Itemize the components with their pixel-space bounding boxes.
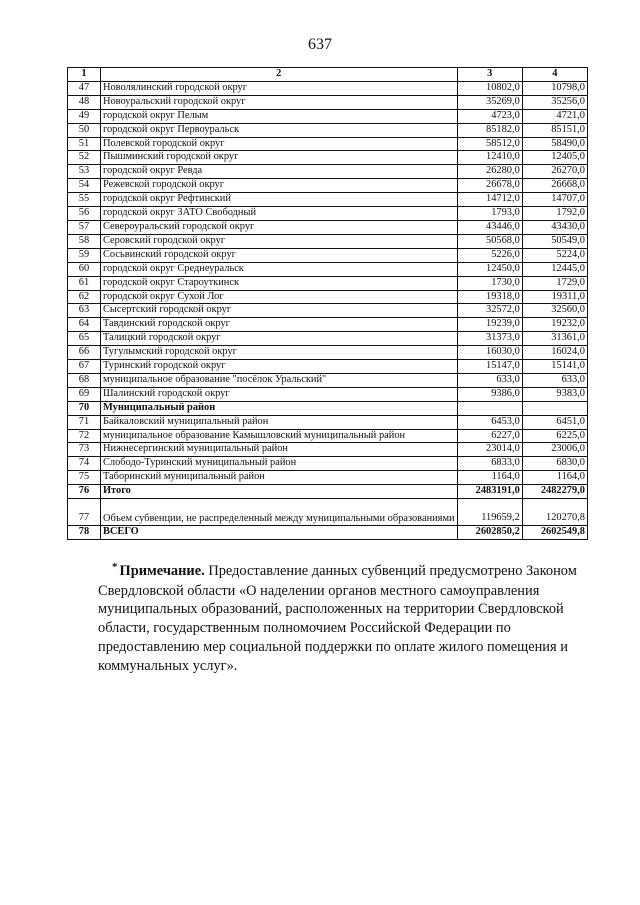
- row-value-4: 43430,0: [522, 220, 587, 234]
- row-value-3: 26280,0: [457, 165, 522, 179]
- row-value-3: 23014,0: [457, 443, 522, 457]
- row-value-3: 58512,0: [457, 137, 522, 151]
- row-value-3: 9386,0: [457, 387, 522, 401]
- table-row: [68, 499, 588, 526]
- table-row: [68, 262, 588, 276]
- row-name: Муниципальный район: [100, 401, 457, 415]
- table-row: [68, 193, 588, 207]
- row-value-3: 12410,0: [457, 151, 522, 165]
- row-value-4: 4721,0: [522, 109, 587, 123]
- table-row: [68, 276, 588, 290]
- row-value-3: 633,0: [457, 373, 522, 387]
- table-row: [68, 318, 588, 332]
- row-value-3: 5226,0: [457, 248, 522, 262]
- row-value-4: 19232,0: [522, 318, 587, 332]
- row-name: Тугулымский городской округ: [100, 346, 457, 360]
- row-value-4: 1729,0: [522, 276, 587, 290]
- row-number: 47: [68, 81, 101, 95]
- table-row: [68, 526, 588, 540]
- row-number: 51: [68, 137, 101, 151]
- column-header-number: 1: [68, 68, 101, 82]
- row-value-4: 35256,0: [522, 95, 587, 109]
- row-value-3: 35269,0: [457, 95, 522, 109]
- row-number: 78: [68, 526, 101, 540]
- row-name: ВСЕГО: [100, 526, 457, 540]
- table-row: [68, 151, 588, 165]
- table-row: [68, 220, 588, 234]
- row-name: Объем субвенции, не распределенный между муниципальными образованиями: [100, 499, 457, 526]
- row-value-3: 1793,0: [457, 207, 522, 221]
- row-number: 74: [68, 457, 101, 471]
- row-value-4: 1792,0: [522, 207, 587, 221]
- row-name: Итого: [100, 485, 457, 499]
- row-number: 55: [68, 193, 101, 207]
- row-value-4: 32560,0: [522, 304, 587, 318]
- row-value-3: 2602850,2: [457, 526, 522, 540]
- row-value-4: 6225,0: [522, 429, 587, 443]
- row-value-4: 15141,0: [522, 360, 587, 374]
- row-value-3: 1164,0: [457, 471, 522, 485]
- row-number: 50: [68, 123, 101, 137]
- row-number: 61: [68, 276, 101, 290]
- row-name: Режевской городской округ: [100, 179, 457, 193]
- row-name: городской округ Сухой Лог: [100, 290, 457, 304]
- row-number: 71: [68, 415, 101, 429]
- row-value-3: 4723,0: [457, 109, 522, 123]
- row-value-4: 9383,0: [522, 387, 587, 401]
- table-row: [68, 248, 588, 262]
- row-number: 52: [68, 151, 101, 165]
- row-value-3: 14712,0: [457, 193, 522, 207]
- row-number: 49: [68, 109, 101, 123]
- row-name: муниципальное образование "посёлок Уральский": [100, 373, 457, 387]
- row-name: Североуральский городской округ: [100, 220, 457, 234]
- row-name: городской округ Среднеуральск: [100, 262, 457, 276]
- table-row: [68, 471, 588, 485]
- row-value-3: 19239,0: [457, 318, 522, 332]
- table-row: [68, 360, 588, 374]
- table-row: [68, 373, 588, 387]
- row-value-4: 31361,0: [522, 332, 587, 346]
- row-value-4: 58490,0: [522, 137, 587, 151]
- row-number: 76: [68, 485, 101, 499]
- row-name: Новоуральский городской округ: [100, 95, 457, 109]
- table-row: [68, 234, 588, 248]
- note-title: Примечание.: [119, 563, 205, 579]
- table-row: [68, 123, 588, 137]
- footnote-marker: *: [112, 561, 118, 573]
- row-value-4: 85151,0: [522, 123, 587, 137]
- table-row: [68, 443, 588, 457]
- row-value-3: 31373,0: [457, 332, 522, 346]
- row-value-4: 50549,0: [522, 234, 587, 248]
- row-number: 59: [68, 248, 101, 262]
- table-row: [68, 401, 588, 415]
- column-header-name: 2: [100, 68, 457, 82]
- table-row: [68, 109, 588, 123]
- row-name: городской округ Пелым: [100, 109, 457, 123]
- row-number: 70: [68, 401, 101, 415]
- row-value-3: [457, 401, 522, 415]
- row-value-3: 1730,0: [457, 276, 522, 290]
- row-value-4: 6451,0: [522, 415, 587, 429]
- column-header-value-3: 3: [457, 68, 522, 82]
- row-value-4: 12445,0: [522, 262, 587, 276]
- row-name: Байкаловский муниципальный район: [100, 415, 457, 429]
- table-row: [68, 290, 588, 304]
- row-name: Таборинский муниципальный район: [100, 471, 457, 485]
- row-value-4: 19311,0: [522, 290, 587, 304]
- column-header-value-4: 4: [522, 68, 587, 82]
- table-body: [68, 81, 588, 539]
- row-number: 64: [68, 318, 101, 332]
- row-name: Новолялинский городской округ: [100, 81, 457, 95]
- row-number: 58: [68, 234, 101, 248]
- page-number: 637: [308, 36, 332, 53]
- row-value-4: 120270,8: [522, 499, 587, 526]
- row-value-4: 23006,0: [522, 443, 587, 457]
- row-value-3: 119659,2: [457, 499, 522, 526]
- row-value-4: 5224,0: [522, 248, 587, 262]
- row-number: 62: [68, 290, 101, 304]
- row-value-3: 50568,0: [457, 234, 522, 248]
- table-row: [68, 207, 588, 221]
- row-name: городской округ ЗАТО Свободный: [100, 207, 457, 221]
- row-number: 60: [68, 262, 101, 276]
- row-number: 75: [68, 471, 101, 485]
- row-value-3: 15147,0: [457, 360, 522, 374]
- table-row: [68, 165, 588, 179]
- row-number: 69: [68, 387, 101, 401]
- table-row: [68, 81, 588, 95]
- row-number: 57: [68, 220, 101, 234]
- note-paragraph: [98, 562, 590, 675]
- row-value-4: 1164,0: [522, 471, 587, 485]
- row-name: Слободо-Туринский муниципальный район: [100, 457, 457, 471]
- row-number: 65: [68, 332, 101, 346]
- row-value-3: 43446,0: [457, 220, 522, 234]
- row-value-3: 16030,0: [457, 346, 522, 360]
- subsidy-table: [67, 67, 588, 540]
- table-header-row: [68, 68, 588, 82]
- row-name: Тавдинский городской округ: [100, 318, 457, 332]
- row-name: Сысертский городской округ: [100, 304, 457, 318]
- row-value-3: 10802,0: [457, 81, 522, 95]
- row-name: Полевской городской округ: [100, 137, 457, 151]
- table-row: [68, 485, 588, 499]
- row-name: Талицкий городской округ: [100, 332, 457, 346]
- row-name: Нижнесергинский муниципальный район: [100, 443, 457, 457]
- row-value-3: 2483191,0: [457, 485, 522, 499]
- row-name: городской округ Первоуральск: [100, 123, 457, 137]
- table-row: [68, 346, 588, 360]
- note-block: [98, 562, 590, 675]
- row-value-4: 26668,0: [522, 179, 587, 193]
- row-value-4: 16024,0: [522, 346, 587, 360]
- row-number: 53: [68, 165, 101, 179]
- row-value-4: 2482279,0: [522, 485, 587, 499]
- row-value-3: 32572,0: [457, 304, 522, 318]
- row-number: 77: [68, 499, 101, 526]
- row-name: Шалинский городской округ: [100, 387, 457, 401]
- row-value-3: 19318,0: [457, 290, 522, 304]
- row-name: городской округ Староуткинск: [100, 276, 457, 290]
- table-row: [68, 387, 588, 401]
- row-number: 48: [68, 95, 101, 109]
- row-number: 67: [68, 360, 101, 374]
- row-number: 73: [68, 443, 101, 457]
- table-row: [68, 457, 588, 471]
- table-row: [68, 95, 588, 109]
- row-number: 66: [68, 346, 101, 360]
- row-value-4: [522, 401, 587, 415]
- row-number: 68: [68, 373, 101, 387]
- table-row: [68, 415, 588, 429]
- row-number: 54: [68, 179, 101, 193]
- row-value-4: 10798,0: [522, 81, 587, 95]
- row-number: 63: [68, 304, 101, 318]
- row-name: Сосьвинский городской округ: [100, 248, 457, 262]
- row-value-3: 12450,0: [457, 262, 522, 276]
- row-value-3: 6453,0: [457, 415, 522, 429]
- row-value-3: 6833,0: [457, 457, 522, 471]
- row-name: муниципальное образование Камышловский муниципальный район: [100, 429, 457, 443]
- table-row: [68, 429, 588, 443]
- note-text: Предоставление данных субвенций предусмотрено Законом Свердловской области «О наделении органов местного самоуправления муниципальных образований, расположенных на территории Свердловской области, государственным полномочием Российской Федерации по предоставлению мер социальной поддержки по оплате жилого помещения и коммунальных услуг».: [98, 563, 577, 674]
- row-value-4: 2602549,8: [522, 526, 587, 540]
- row-value-4: 12405,0: [522, 151, 587, 165]
- table-row: [68, 179, 588, 193]
- table-row: [68, 332, 588, 346]
- table-row: [68, 304, 588, 318]
- row-name: Серовский городской округ: [100, 234, 457, 248]
- row-value-4: 633,0: [522, 373, 587, 387]
- row-name: городской округ Рефтинский: [100, 193, 457, 207]
- row-value-4: 6830,0: [522, 457, 587, 471]
- row-number: 72: [68, 429, 101, 443]
- row-number: 56: [68, 207, 101, 221]
- row-value-4: 14707,0: [522, 193, 587, 207]
- row-value-3: 85182,0: [457, 123, 522, 137]
- row-value-3: 26678,0: [457, 179, 522, 193]
- row-value-4: 26270,0: [522, 165, 587, 179]
- row-name: Туринский городской округ: [100, 360, 457, 374]
- table-row: [68, 137, 588, 151]
- row-name: Пышминский городской округ: [100, 151, 457, 165]
- row-name: городской округ Ревда: [100, 165, 457, 179]
- row-value-3: 6227,0: [457, 429, 522, 443]
